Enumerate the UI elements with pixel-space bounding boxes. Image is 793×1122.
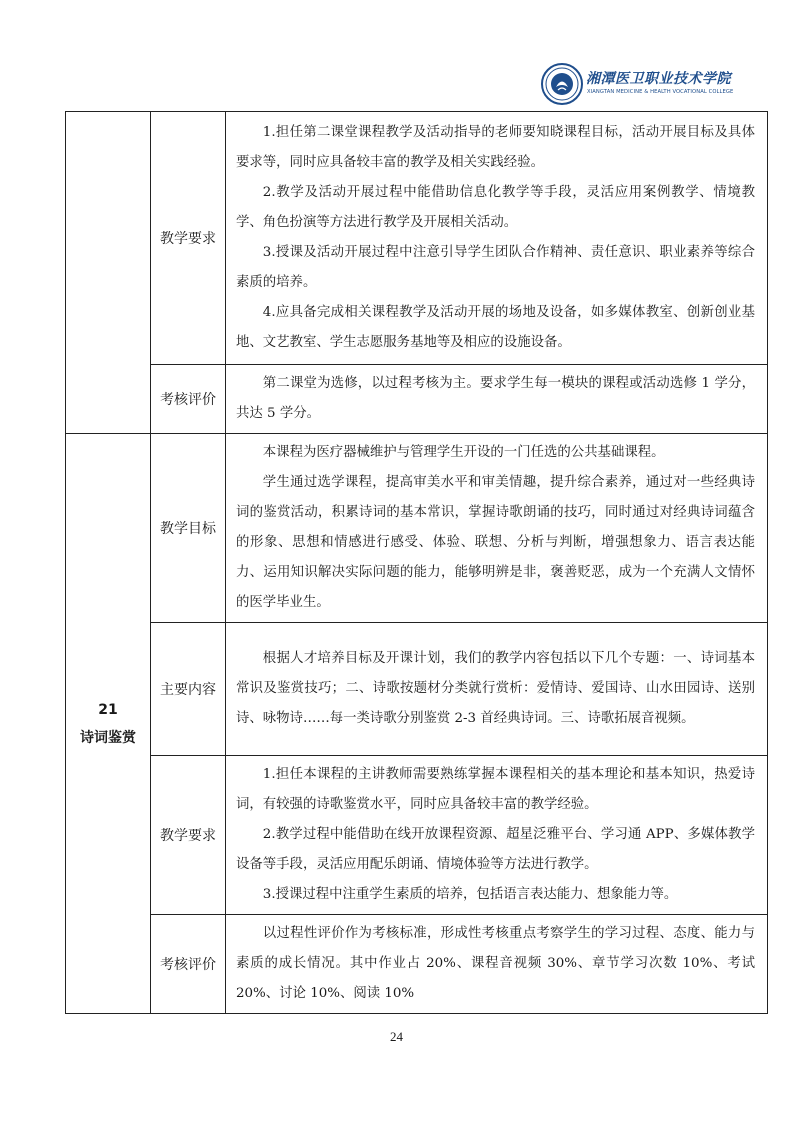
course-number: 21	[98, 701, 118, 718]
content-paragraph: 3.授课及活动开展过程中注意引导学生团队合作精神、责任意识、职业素养等综合素质的培养。	[236, 245, 755, 290]
table-row	[66, 623, 768, 756]
course-cell-empty	[66, 112, 151, 434]
content-paragraph: 2.教学及活动开展过程中能借助信息化教学等手段，灵活应用案例教学、情境教学、角色扮演等方法进行教学及开展相关活动。	[236, 185, 755, 230]
content-paragraph: 1.担任本课程的主讲教师需要熟练掌握本课程相关的基本理论和基本知识，热爱诗词，有较强的诗歌鉴赏水平，同时应具备较丰富的教学经验。	[236, 767, 755, 812]
course-cell	[66, 434, 151, 1014]
content-cell	[226, 623, 768, 756]
content-paragraph: 3.授课过程中注重学生素质的培养，包括语言表达能力、想象能力等。	[262, 887, 678, 902]
table-row	[66, 365, 768, 434]
content-cell	[226, 756, 768, 915]
content-paragraph: 2.教学过程中能借助在线开放课程资源、超星泛雅平台、学习通 APP、多媒体教学设备等手段，灵活应用配乐朗诵、情境体验等方法进行教学。	[236, 827, 755, 872]
content-cell	[226, 434, 768, 623]
college-emblem-icon	[540, 62, 584, 106]
curriculum-table	[65, 111, 768, 1014]
content-paragraph: 学生通过选学课程，提高审美水平和审美情趣，提升综合素养，通过对一些经典诗词的鉴赏活动，积累诗词的基本常识，掌握诗歌朗诵的技巧，同时通过对经典诗词蕴含的形象、思想和情感进行感受、体验、联想、分析与判断，增强想象力、语言表达能力、运用知识解决实际问题的能力，能够明辨是非，褒善贬恶，成为一个充满人文情怀的医学毕业生。	[236, 475, 755, 610]
header-logo	[540, 62, 740, 106]
row-label: 考核评价	[151, 365, 226, 434]
school-name-cn: 湘潭医卫职业技术学院	[586, 71, 731, 87]
table-row	[66, 434, 768, 623]
table-row	[66, 756, 768, 915]
school-name-en: XIANGTAN MEDICINE & HEALTH VOCATIONAL COLLEGE	[587, 89, 734, 95]
content-cell	[226, 365, 768, 434]
content-cell	[226, 112, 768, 365]
content-paragraph: 以过程性评价作为考核标准，形成性考核重点考察学生的学习过程、态度、能力与素质的成长情况。其中作业占 20%、课程音视频 30%、章节学习次数 10%、考试 20%、讨论 10%、阅读 10%	[236, 926, 755, 1001]
table-row	[66, 915, 768, 1014]
content-cell	[226, 915, 768, 1014]
course-name: 诗词鉴赏	[80, 729, 136, 746]
content-paragraph: 第二课堂为选修，以过程考核为主。要求学生每一模块的课程或活动选修 1 学分，共达 5 学分。	[236, 376, 755, 421]
content-paragraph: 1.担任第二课堂课程教学及活动指导的老师要知晓课程目标，活动开展目标及具体要求等，同时应具备较丰富的教学及相关实践经验。	[236, 125, 755, 170]
row-label: 教学要求	[151, 756, 226, 915]
content-paragraph: 本课程为医疗器械维护与管理学生开设的一门任选的公共基础课程。	[262, 445, 665, 460]
row-label: 教学目标	[151, 434, 226, 623]
content-paragraph: 4.应具备完成相关课程教学及活动开展的场地及设备，如多媒体教室、创新创业基地、文艺教室、学生志愿服务基地等及相应的设施设备。	[236, 305, 755, 350]
table-row	[66, 112, 768, 365]
page-number: 24	[390, 1029, 403, 1044]
row-label: 主要内容	[151, 623, 226, 756]
row-label: 考核评价	[151, 915, 226, 1014]
row-label: 教学要求	[151, 112, 226, 365]
content-paragraph: 根据人才培养目标及开课计划，我们的教学内容包括以下几个专题：一、诗词基本常识及鉴赏技巧；二、诗歌按题材分类就行赏析：爱情诗、爱国诗、山水田园诗、送别诗、咏物诗……每一类诗歌分别鉴赏 2-3 首经典诗词。三、诗歌拓展音视频。	[236, 651, 755, 726]
